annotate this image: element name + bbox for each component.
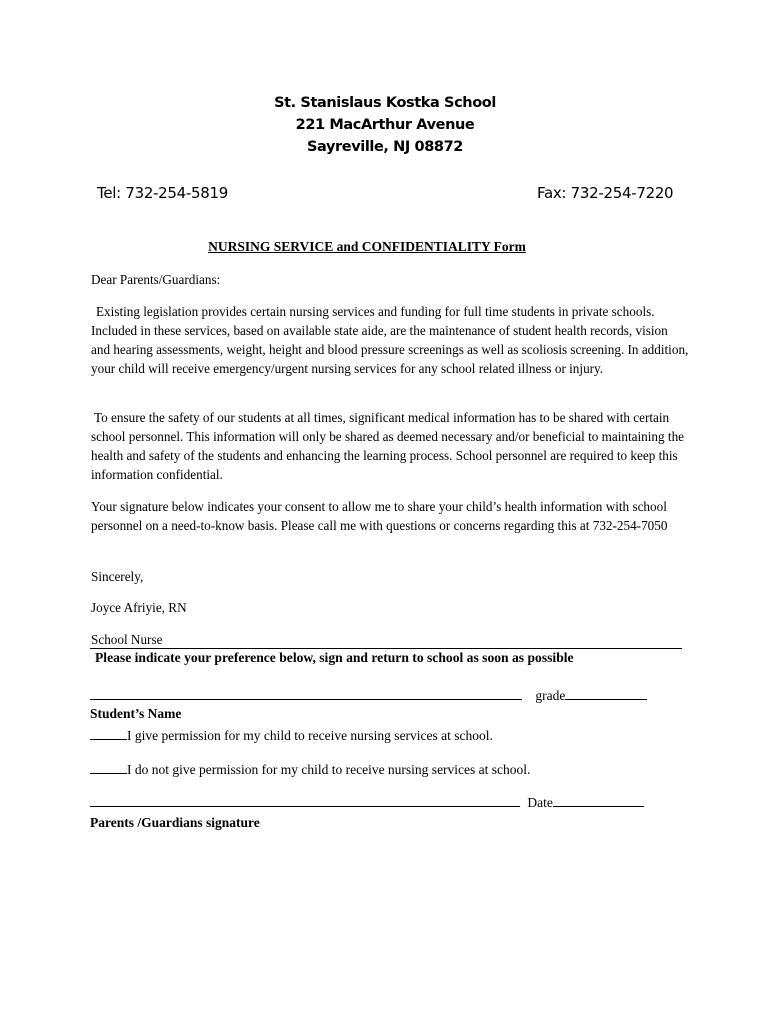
grade-field[interactable] [565,687,647,700]
telephone-number: Tel: 732-254-5819 [97,184,228,202]
paragraph-consent: Your signature below indicates your consent to allow me to share your child’s health information with school personnel on a need-to-know basis. Please call me with questions or concerns regarding this at 732-254-7050 [91,499,668,533]
option-give-row [90,727,493,744]
fax-number: Fax: 732-254-7220 [537,184,674,202]
option-not-give-row [90,761,530,778]
signature-row [90,794,644,811]
form-title: NURSING SERVICE and CONFIDENTIALITY Form [208,239,526,254]
student-name-label: Student’s Name [90,706,182,721]
option-give-label: I give permission for my child to receive nursing services at school. [127,728,493,743]
school-address: 221 MacArthur Avenue [295,117,475,133]
closing: Sincerely, [91,569,144,584]
option-not-give-checkbox[interactable] [90,761,127,774]
student-name-row [90,687,647,704]
signature-field[interactable] [90,794,520,807]
section-divider [90,648,682,649]
date-field[interactable] [553,794,644,807]
date-label: Date [527,795,553,810]
signature-label: Parents /Guardians signature [90,815,260,830]
signer-name: Joyce Afriyie, RN [91,600,187,615]
school-city: Sayreville, NJ 08872 [307,139,463,155]
salutation: Dear Parents/Guardians: [91,272,221,287]
grade-label: grade [535,688,566,703]
student-name-field[interactable] [90,687,522,700]
option-give-checkbox[interactable] [90,727,127,740]
paragraph-legislation: Existing legislation provides certain nursing services and funding for full time students in private schools. Included in these services, based on available state aide, are the maintenance of student health records, vision and hearing assessments, weight, height and blood pressure screenings as well as scoliosis screening. In addition, your child will receive emergency/urgent nursing services for any school related illness or injury. [91,304,689,376]
option-not-give-label: I do not give permission for my child to receive nursing services at school. [127,762,531,777]
school-name: St. Stanislaus Kostka School [274,95,496,111]
signer-title: School Nurse [91,632,163,647]
return-instruction: Please indicate your preference below, sign and return to school as soon as possible [95,650,574,665]
paragraph-safety: To ensure the safety of our students at all times, significant medical information has to be shared with certain school personnel. This information will only be shared as deemed necessary and/or beneficial to maintaining the health and safety of the students and enhancing the learning process. School personnel are required to keep this information confidential. [91,410,685,482]
